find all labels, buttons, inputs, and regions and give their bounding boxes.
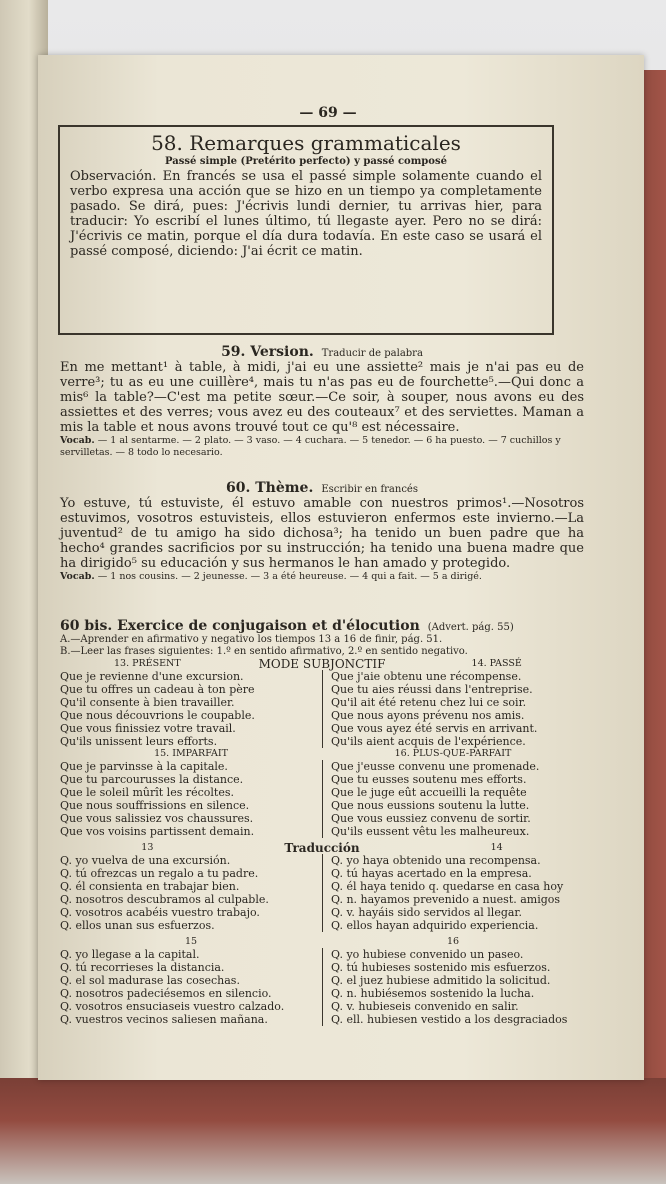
conjugation-line: Que je revienne d'une excursion.: [60, 670, 244, 683]
version-vocab: — 1 al sentarme. — 2 plato. — 3 vaso. — 4 cuchara. — 5 tenedor. — 6 ha puesto. — 7 cuchillos y servilletas. — 8 todo lo necesario.: [60, 435, 561, 458]
conjugation-line: Q. yo llegase a la capital.: [60, 948, 200, 961]
conjugation-line: Q. tú ofrezcas un regalo a tu padre.: [60, 867, 259, 880]
conjugation-line: Qu'ils aient acquis de l'expérience.: [331, 735, 526, 748]
traduccion-title: Traducción: [284, 841, 360, 855]
version-vocab-label: Vocab.: [60, 435, 95, 446]
theme-vocab: — 1 nos cousins. — 2 jeunesse. — 3 a été heureuse. — 4 qui a fait. — 5 a dirigé.: [97, 571, 482, 582]
grid-13-14: [60, 670, 584, 748]
conjugation-line: Q. ell. hubiesen vestido a los desgraciados: [331, 1013, 568, 1026]
remarques-title: 58. Remarques grammaticales: [151, 131, 461, 155]
conjugation-line: Q. v. hayáis sido servidos al llegar.: [331, 906, 522, 919]
conjugation-line: Q. tú hubieses sostenido mis esfuerzos.: [331, 961, 551, 974]
conjugation-line: Que je parvinsse à la capitale.: [60, 760, 228, 773]
conjugation-line: Que vous eussiez convenu de sortir.: [331, 812, 531, 825]
conjugation-line: Q. ellos hayan adquirido experiencia.: [331, 919, 539, 932]
trad-num-13: 13: [141, 842, 154, 853]
trad-num-15: 15: [184, 936, 198, 947]
conjugation-line: Q. él haya tenido q. quedarse en casa hoy: [331, 880, 564, 893]
conjugation-line: Qu'ils unissent leurs efforts.: [60, 735, 218, 748]
exercice-title: 60 bis. Exercice de conjugaison et d'élocution: [60, 618, 420, 634]
conjugation-line: Que tu eusses soutenu mes efforts.: [331, 773, 527, 786]
conjugation-line: Q. yo vuelva de una excursión.: [60, 854, 231, 867]
theme-title: 60. Thème.: [226, 480, 314, 496]
conjugation-line: Q. v. hubieseis convenido en salir.: [331, 1000, 519, 1013]
conjugation-line: Q. vosotros ensuciaseis vuestro calzado.: [60, 1000, 285, 1013]
conjugation-line: Q. él consienta en trabajar bien.: [60, 880, 240, 893]
conjugation-line: Q. yo haya obtenido una recompensa.: [331, 854, 541, 867]
conjugation-line: Q. nosotros padeciésemos en silencio.: [60, 987, 272, 1000]
book-cover-bottom: [0, 1078, 666, 1184]
conjugation-line: Q. n. hubiésemos sostenido la lucha.: [331, 987, 535, 1000]
header-14: 14. PASSÉ: [471, 658, 522, 669]
header-15: 15. IMPARFAIT: [154, 748, 228, 759]
grid-15-16: [60, 760, 584, 838]
conjugation-line: Que tu offres un cadeau à ton père: [60, 683, 255, 696]
trad-grid-15-16: [60, 948, 584, 1026]
version-note: Traducir de palabra: [321, 348, 423, 359]
trad-num-16: 16: [446, 936, 460, 947]
conjugation-line: Que nous ayons prévenu nos amis.: [331, 709, 525, 722]
page-number: — 69 —: [299, 105, 357, 121]
conjugation-line: Que nous découvrions le coupable.: [60, 709, 255, 722]
exercice-line-b: B.—Leer las frases siguientes: 1.º en sentido afirmativo, 2.º en sentido negativo.: [60, 646, 468, 657]
exercice-line-a: A.—Aprender en afirmativo y negativo los tiempos 13 a 16 de finir, pág. 51.: [60, 634, 443, 645]
theme-note: Escribir en francés: [321, 484, 418, 495]
conjugation-line: Q. ellos unan sus esfuerzos.: [60, 919, 215, 932]
conjugation-line: Que nous souffrissions en silence.: [60, 799, 250, 812]
theme-section: [60, 477, 584, 583]
version-body: En me mettant¹ à table, à midi, j'ai eu une assiette² mais je n'ai pas eu de verre³; tu as eu une cuillère⁴, mais tu n'as pas eu de fourchette⁵.—Qui donc a mis⁶ la table?—C'est ma petite sœur.—Ce soir, à souper, nous avons eu des assiettes et des verres; vous avez eu des couteaux⁷ et des serviettes. Maman a mis la table et nous avons trouvé tout ce qu'⁸ est nécessaire.: [60, 360, 584, 435]
conjugation-line: Que vos voisins partissent demain.: [60, 825, 255, 838]
conjugation-line: Q. el sol madurase las cosechas.: [60, 974, 240, 987]
version-section: [60, 341, 584, 459]
conjugation-line: Que nous eussions soutenu la lutte.: [331, 799, 530, 812]
theme-body: Yo estuve, tú estuviste, él estuvo amable con nuestros primos¹.—Nosotros estuvimos, vosotros estuvisteis, ellos estuvieron enfermos este invierno.—La juventud² de tu amigo ha sido dichosa³; ha tenido un buen padre que ha hecho⁴ grandes sacrificios por su instrucción; ha tenido una buena madre que ha dirigido⁵ su educación y sus hermanos le han amado y protegido.: [60, 496, 584, 571]
conjugation-line: Que vous ayez été servis en arrivant.: [331, 722, 538, 735]
conjugation-line: Que vous salissiez vos chaussures.: [60, 812, 254, 825]
conjugation-line: Que le soleil mûrît les récoltes.: [60, 786, 234, 799]
conjugation-line: Q. tú hayas acertado en la empresa.: [331, 867, 532, 880]
conjugation-line: Q. vuestros vecinos saliesen mañana.: [60, 1013, 268, 1026]
conjugation-line: Q. el juez hubiese admitido la solicitud.: [331, 974, 551, 987]
conjugation-line: Que j'eusse convenu une promenade.: [331, 760, 540, 773]
book-page: [38, 55, 644, 1080]
exercice-note: (Advert. pág. 55): [427, 622, 514, 633]
conjugation-line: Q. yo hubiese convenido un paseo.: [331, 948, 524, 961]
conjugation-line: Que tu aies réussi dans l'entreprise.: [331, 683, 533, 696]
conjugation-line: Que vous finissiez votre travail.: [60, 722, 236, 735]
conjugation-line: Que le juge eût accueilli la requête: [331, 786, 527, 799]
conjugation-line: Q. n. hayamos prevenido a nuest. amigos: [331, 893, 561, 906]
remarques-body: Observación. En francés se usa el passé simple solamente cuando el verbo expresa una acción que se hizo en un tiempo ya completamente pasado. Se dirá, pues: J'écrivis lundi dernier, tu arrivas hier, para traducir: Yo escribí el lunes último, tú llegaste ayer. Pero no se dirá: J'écrivis ce matin, porque el día dura todavía. En este caso se usará el passé composé, diciendo: J'ai écrit ce matin.: [70, 169, 542, 259]
conjugation-line: Q. tú recorrieses la distancia.: [60, 961, 225, 974]
header-16: 16. PLUS-QUE-PARFAIT: [394, 748, 512, 759]
conjugation-line: Q. vosotros acabéis vuestro trabajo.: [60, 906, 260, 919]
trad-num-14: 14: [490, 842, 503, 853]
theme-vocab-label: Vocab.: [60, 571, 95, 582]
exercice-section: [60, 615, 584, 1026]
version-title: 59. Version.: [221, 344, 314, 360]
conjugation-line: Q. nosotros descubramos al culpable.: [60, 893, 269, 906]
trad-grid-13-14: [60, 854, 584, 932]
conjugation-line: Que tu parcourusses la distance.: [60, 773, 244, 786]
mode-subjonctif: MODE SUBJONCTIF: [258, 657, 386, 671]
header-13: 13. PRÉSENT: [113, 658, 181, 669]
conjugation-line: Qu'il consente à bien travailler.: [60, 696, 235, 709]
remarques-subtitle: Passé simple (Pretérito perfecto) y passé composé: [165, 156, 447, 167]
remarques-box: [58, 125, 554, 335]
conjugation-line: Qu'il ait été retenu chez lui ce soir.: [331, 696, 527, 709]
conjugation-line: Que j'aie obtenu une récompense.: [331, 670, 522, 683]
conjugation-line: Qu'ils eussent vêtu les malheureux.: [331, 825, 530, 838]
